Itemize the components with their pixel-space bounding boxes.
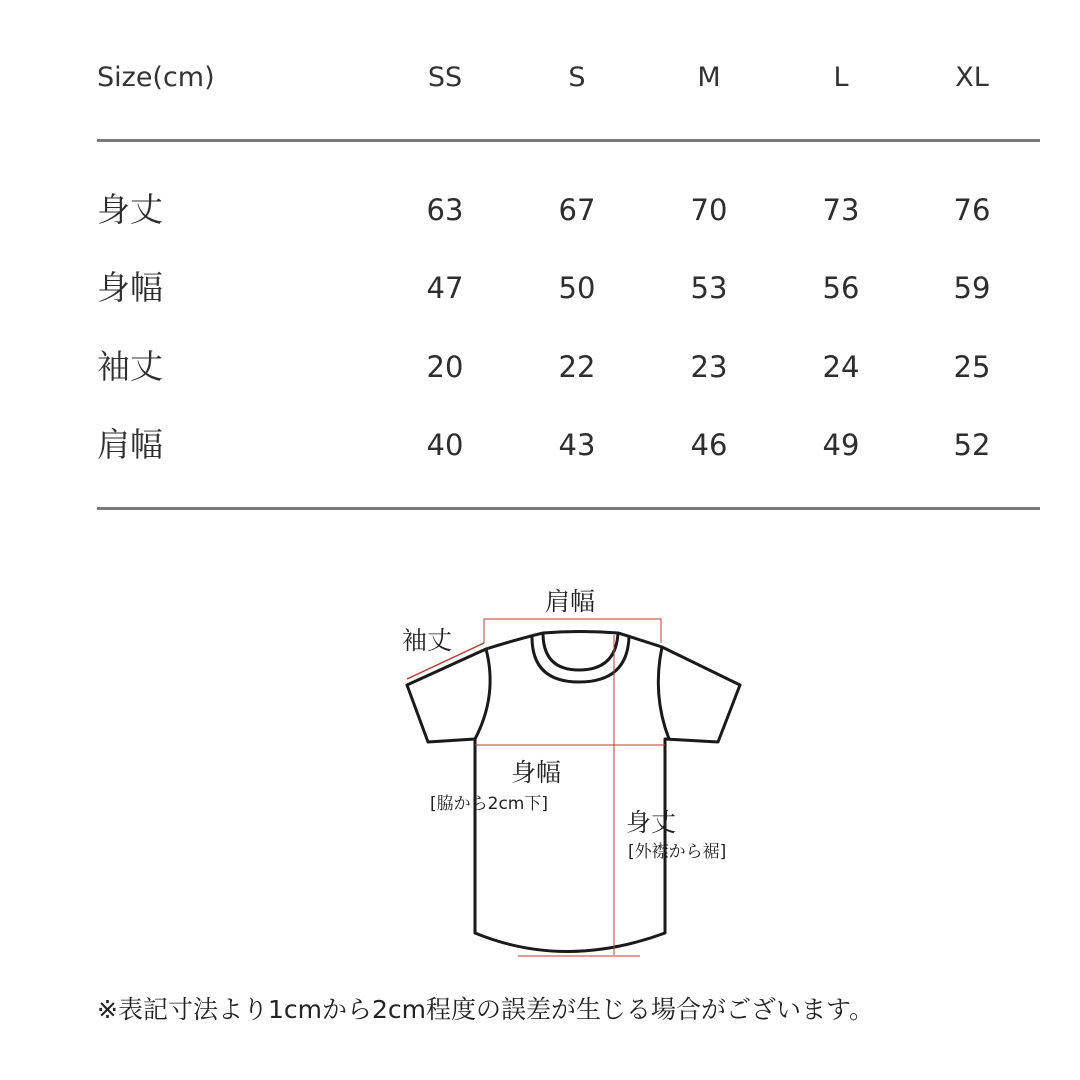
row-label: 身丈 [97, 190, 163, 229]
table-cell: 59 [953, 271, 991, 305]
measurement-diagram [380, 575, 780, 975]
table-cell: 40 [426, 428, 464, 462]
table-cell: 63 [426, 193, 464, 227]
table-cell: 76 [953, 193, 991, 227]
header-label: Size(cm) [97, 62, 215, 93]
header-size-s: S [568, 62, 586, 93]
header-size-xl: XL [955, 62, 989, 93]
table-cell: 47 [426, 271, 464, 305]
table-bottom-divider [97, 507, 1040, 510]
shoulder-width-label: 肩幅 [545, 587, 596, 616]
table-cell: 50 [558, 271, 596, 305]
table-cell: 56 [822, 271, 860, 305]
table-cell: 49 [822, 428, 860, 462]
table-cell: 70 [690, 193, 728, 227]
table-row [97, 337, 1040, 397]
table-cell: 53 [690, 271, 728, 305]
table-row [97, 180, 1040, 240]
table-cell: 52 [953, 428, 991, 462]
table-cell: 20 [426, 350, 464, 384]
header-divider [97, 139, 1040, 142]
header-size-ss: SS [427, 62, 463, 93]
table-cell: 25 [953, 350, 991, 384]
header-size-m: M [697, 62, 721, 93]
body-length-label: 身丈 [626, 808, 677, 837]
table-cell: 22 [558, 350, 596, 384]
row-label: 袖丈 [97, 347, 163, 386]
row-label: 肩幅 [97, 425, 163, 464]
body-length-note: [外襟から裾] [628, 842, 727, 862]
table-cell: 67 [558, 193, 596, 227]
body-width-note: [脇から2cm下] [430, 794, 548, 814]
table-cell: 24 [822, 350, 860, 384]
table-row [97, 415, 1040, 475]
table-cell: 43 [558, 428, 596, 462]
table-cell: 73 [822, 193, 860, 227]
table-cell: 23 [690, 350, 728, 384]
disclaimer-note: ※表記寸法より1cmから2cm程度の誤差が生じる場合がございます。 [97, 995, 874, 1024]
header-size-l: L [833, 62, 849, 93]
sleeve-length-label: 袖丈 [402, 626, 453, 655]
row-label: 身幅 [97, 268, 163, 307]
table-row [97, 258, 1040, 318]
table-header-row [97, 48, 1040, 108]
table-cell: 46 [690, 428, 728, 462]
body-width-label: 身幅 [511, 758, 562, 787]
